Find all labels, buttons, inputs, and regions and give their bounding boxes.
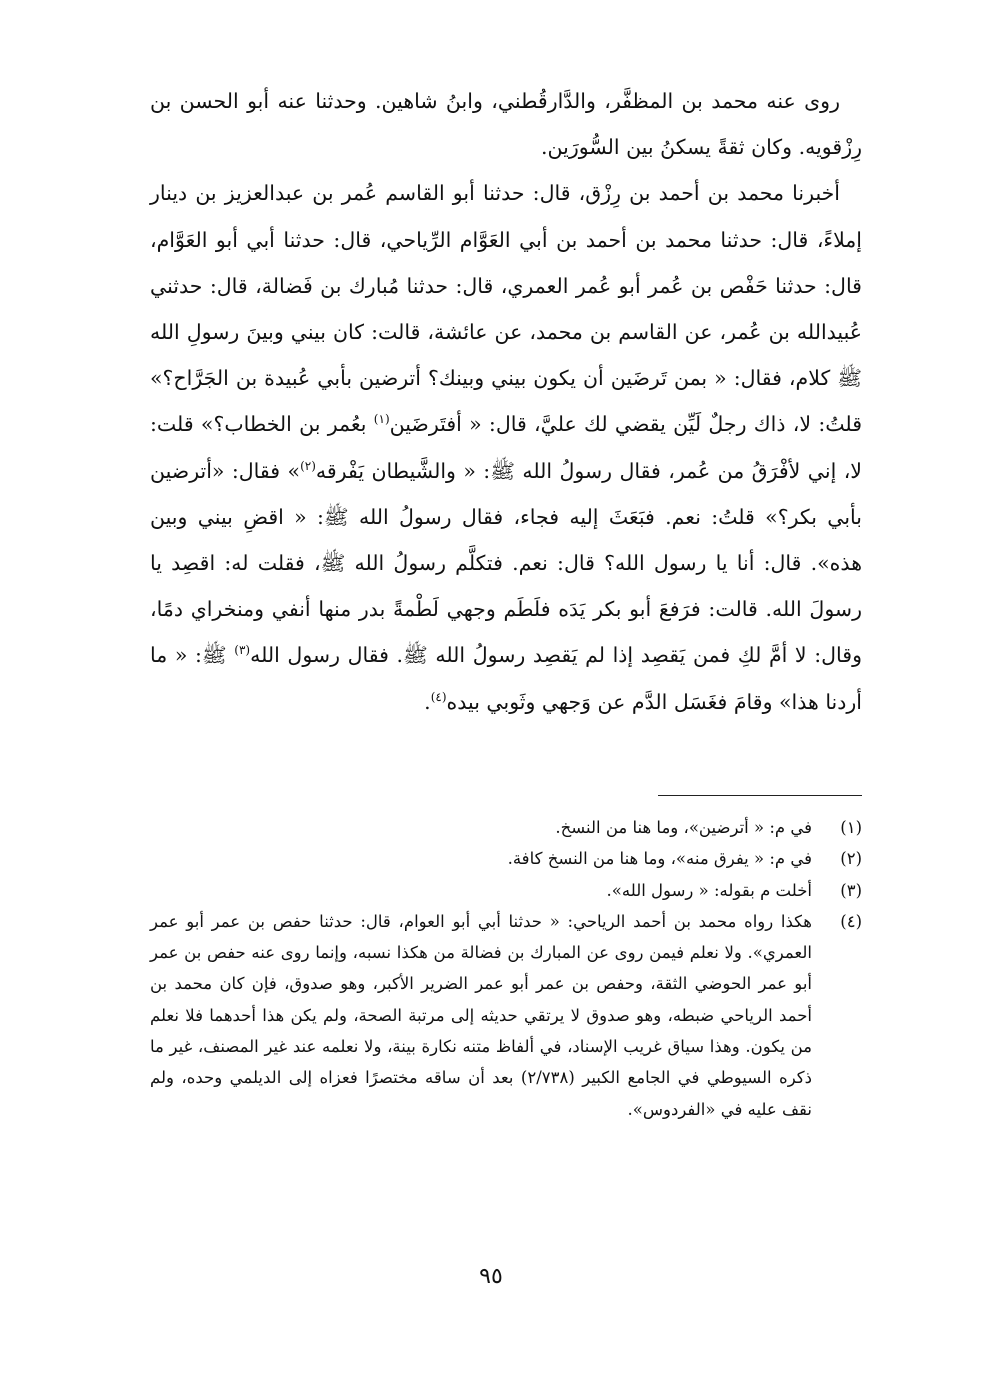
note-mark-2: (٢)	[300, 458, 316, 473]
footnote-text: هكذا رواه محمد بن أحمد الرياحي: « حدثنا أبي أبو العوام، قال: حدثنا حفص بن عمر أبو عمر العمري». ولا نعلم فيمن روى عن المبارك بن فضالة من هكذا نسبه، وإنما روى عنه حفص بن عمر أبو عمر الحوضي الثقة، وحفص بن عمر أبو عمر الضرير الأكبر، وهو صدوق، فإن كان محمد بن أحمد الرياحي ضبطه، وهو صدوق لا يرتقي حديثه إلى مرتبة الصحة، ولم يكن هذا أحدهما فلا نعلم من يكون. وهذا سياق غريب الإسناد، في ألفاظ متنه نكارة بينة، ولا نعلمه عند غير المصنف، غير ما ذكره السيوطي في الجامع الكبير (٢/٧٣٨) بعد أن ساقه مختصرًا فعزاه إلى الديلمي وحده، ولم نقف عليه في «الفردوس».	[150, 911, 812, 1119]
footnote-text: في م: « أترضين»، وما هنا من النسخ.	[555, 818, 812, 837]
footnote-1	[150, 812, 862, 843]
footnotes	[150, 812, 862, 1125]
paragraph-2-text-b: بعُمر بن الخطاب؟» قلت: لا، إني لأفْرَقُ من عُمر، فقال رسولُ الله ﷺ: « والشَّيطان يَفْرقه	[150, 412, 862, 483]
footnote-number: (١)	[840, 818, 862, 837]
footnote-4	[150, 906, 862, 1125]
footnote-2	[150, 843, 862, 874]
footnote-number: (٣)	[840, 880, 862, 900]
paragraph-2-end: .	[424, 689, 431, 714]
paragraph-2-text-c: » فقال: «أترضين بأبي بكر؟» قلتُ: نعم. فبَعَثَ إليه فجاء، فقال رسولُ الله ﷺ: « اقضِ بيني وبين هذه». قال: أنا يا رسول الله؟ قال: نعم. فتكلَّم رسولُ الله ﷺ، فقلت له: اقصِد يا رسولَ الله. قالت: فرَفعَ أبو بكر يَدَه فلَطَم وجهي لَطْمةً بدر منها أنفي ومنخراي دمًا، وقال: لا أمَّ لكِ فمن يَقصِد إذا لم يَقصِد رسولُ الله ﷺ. فقال رسول الله	[150, 458, 862, 668]
footnote-text: أخلت م بقوله: « رسول الله».	[606, 880, 812, 900]
footnote-3	[150, 875, 862, 906]
paragraph-1: روى عنه محمد بن المظفَّر، والدَّارقُطني، وابنُ شاهين. وحدثنا عنه أبو الحسن بن رِزْقويه. وكان ثقةً يسكنُ بين السُّورَين.	[150, 89, 862, 160]
note-mark-3: (٣)	[234, 643, 251, 658]
note-mark-4: (٤)	[430, 689, 447, 704]
footnote-number: (٢)	[840, 849, 862, 869]
page-number: ٩٥	[479, 1264, 503, 1289]
footnote-number: (٤)	[840, 911, 862, 931]
footnote-separator	[658, 795, 862, 796]
note-mark-1: (١)	[373, 412, 390, 427]
footnote-text: في م: « يفرق منه»، وما هنا من النسخ كافة.	[507, 849, 812, 869]
paragraph-2-text-d: ﷺ: « ما أردنا هذا» وقامَ فغَسَل الدَّم عن وَجهي وثَوبي بيده	[150, 643, 862, 714]
paragraph-2-text: أخبرنا محمد بن أحمد بن رِزْق، قال: حدثنا أبو القاسم عُمر بن عبدالعزيز بن دينار إملاءً، قال: حدثنا محمد بن أحمد بن أبي العَوَّام الرِّياحي، قال: حدثنا أبي أبو العَوَّام، قال: حدثنا حَفْص بن عُمر أبو عُمر العمري، قال: حدثنا مُبارك بن فَضالة، قال: حدثني عُبيدالله بن عُمر، عن القاسم بن محمد، عن عائشة، قالت: كان بيني وبينَ رسولِ الله ﷺ كلام، فقال: « بمن تَرضَين أن يكون بيني وبينك؟ أترضين بأبي عُبيدة بن الجَرَّاح؟» قلتُ: لا، ذاك رجلٌ لَيِّن يقضي لك عليَّ، قال: « أفتَرضَين	[150, 181, 862, 437]
paragraph-2	[150, 170, 862, 724]
main-text	[150, 78, 862, 725]
